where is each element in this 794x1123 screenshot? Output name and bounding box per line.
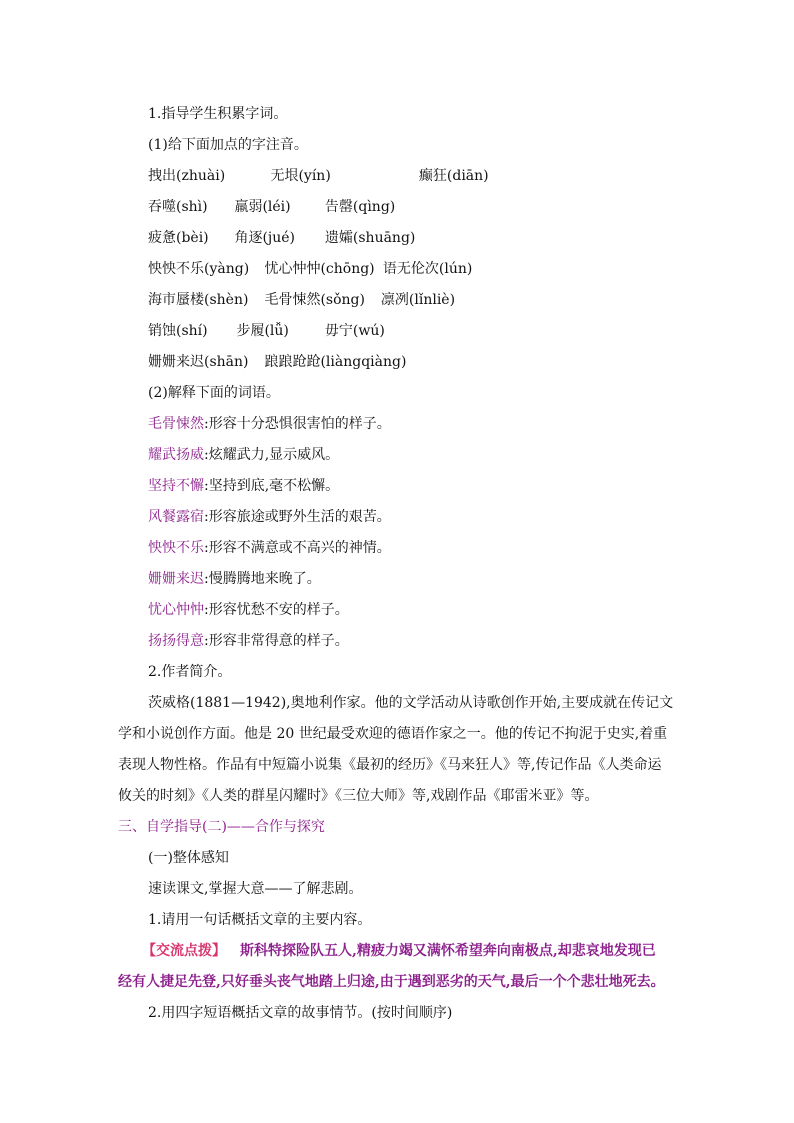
pinyin-word: 毛骨悚然(sǒng) xyxy=(264,292,365,308)
definition-text: :形容不满意或不高兴的神情。 xyxy=(204,540,391,556)
author-line: 攸关的时刻》《人类的群星闪耀时》《三位大师》等,戏剧作品《耶雷米亚》等。 xyxy=(118,788,599,804)
section-3-sub-heading: (一)整体感知 xyxy=(148,850,229,866)
pinyin-word: 吞噬(shì) xyxy=(148,199,208,215)
definition-item xyxy=(148,507,391,527)
pinyin-word: 步履(lǚ) xyxy=(236,323,289,339)
definition-term: 怏怏不乐 xyxy=(148,540,204,556)
definition-text: :炫耀武力,显示威风。 xyxy=(204,447,340,463)
definition-text: :形容非常得意的样子。 xyxy=(204,633,349,649)
definition-item xyxy=(148,569,321,589)
author-line: 学和小说创作方面。他是 20 世纪最受欢迎的德语作家之一。他的传记不拘泥于史实,着重 xyxy=(118,726,668,742)
definition-item xyxy=(148,600,349,620)
pinyin-word: 拽出(zhuài) xyxy=(148,168,226,184)
pinyin-word: 癫狂(diān) xyxy=(418,168,489,184)
pinyin-word: 踉踉跄跄(liàngqiàng) xyxy=(264,354,407,370)
pinyin-word: 怏怏不乐(yàng) xyxy=(148,261,250,277)
definition-term: 姗姗来迟 xyxy=(148,571,204,587)
pinyin-word: 忧心忡忡(chōng) xyxy=(264,261,375,277)
pinyin-word: 海市蜃楼(shèn) xyxy=(148,292,249,308)
pinyin-row xyxy=(148,228,415,248)
answer-line: 经有人捷足先登,只好垂头丧气地踏上归途,由于遇到恶劣的天气,最后一个个悲壮地死去。 xyxy=(118,974,665,990)
pinyin-word: 告罄(qìng) xyxy=(324,199,396,215)
pinyin-row xyxy=(148,352,406,372)
pinyin-word: 销蚀(shí) xyxy=(148,323,208,339)
pinyin-word: 遗孀(shuāng) xyxy=(324,230,416,246)
pinyin-word: 疲惫(bèi) xyxy=(148,230,209,246)
author-line: 表现人物性格。作品有中短篇小说集《最初的经历》《马来狂人》等,传记作品《人类命运 xyxy=(118,757,662,773)
item-2-heading: 2.作者简介。 xyxy=(148,664,232,680)
definition-term: 风餐露宿 xyxy=(148,509,204,525)
definition-term: 扬扬得意 xyxy=(148,633,204,649)
pinyin-word: 羸弱(léi) xyxy=(234,199,291,215)
pinyin-word: 无垠(yín) xyxy=(270,168,331,184)
pinyin-row xyxy=(148,197,395,217)
answer-line: 斯科特探险队五人,精疲力竭又满怀希望奔向南极点,却悲哀地发现已 xyxy=(240,943,656,959)
answer-tag: 【交流点拨】 xyxy=(142,943,226,959)
pinyin-word: 凛冽(lǐnliè) xyxy=(380,292,456,308)
definition-item xyxy=(148,445,339,465)
definition-item xyxy=(148,414,391,434)
definition-item xyxy=(148,538,391,558)
answer-block xyxy=(142,941,656,961)
pinyin-row xyxy=(148,321,385,341)
definition-term: 忧心忡忡 xyxy=(148,602,204,618)
sub-1-heading: (1)给下面加点的字注音。 xyxy=(148,137,308,153)
definition-text: :形容旅途或野外生活的艰苦。 xyxy=(204,509,391,525)
pinyin-row xyxy=(148,259,472,279)
pinyin-row xyxy=(148,290,455,310)
definition-text: :形容十分恐惧很害怕的样子。 xyxy=(204,416,391,432)
definition-text: :坚持到底,毫不松懈。 xyxy=(204,478,340,494)
section-3-heading: 三、自学指导(二)——合作与探究 xyxy=(118,819,325,835)
question-1: 1.请用一句话概括文章的主要内容。 xyxy=(148,912,372,928)
definition-item xyxy=(148,476,339,496)
question-2: 2.用四字短语概括文章的故事情节。(按时间顺序) xyxy=(148,1005,453,1021)
definition-term: 耀武扬威 xyxy=(148,447,204,463)
definition-text: :慢腾腾地来晚了。 xyxy=(204,571,321,587)
author-line: 茨威格(1881—1942),奥地利作家。他的文学活动从诗歌创作开始,主要成就在传记文 xyxy=(148,695,674,711)
section-3-intro: 速读课文,掌握大意——了解悲剧。 xyxy=(148,881,363,897)
pinyin-word: 角逐(jué) xyxy=(234,230,296,246)
sub-2-heading: (2)解释下面的词语。 xyxy=(148,385,280,401)
pinyin-word: 姗姗来迟(shān) xyxy=(148,354,249,370)
item-1-heading: 1.指导学生积累字词。 xyxy=(148,106,288,122)
definition-item xyxy=(148,631,349,651)
pinyin-word: 毋宁(wú) xyxy=(324,323,385,339)
pinyin-row xyxy=(148,166,489,186)
definition-text: :形容忧愁不安的样子。 xyxy=(204,602,349,618)
definition-term: 坚持不懈 xyxy=(148,478,204,494)
definition-term: 毛骨悚然 xyxy=(148,416,204,432)
pinyin-word: 语无伦次(lún) xyxy=(382,261,473,277)
